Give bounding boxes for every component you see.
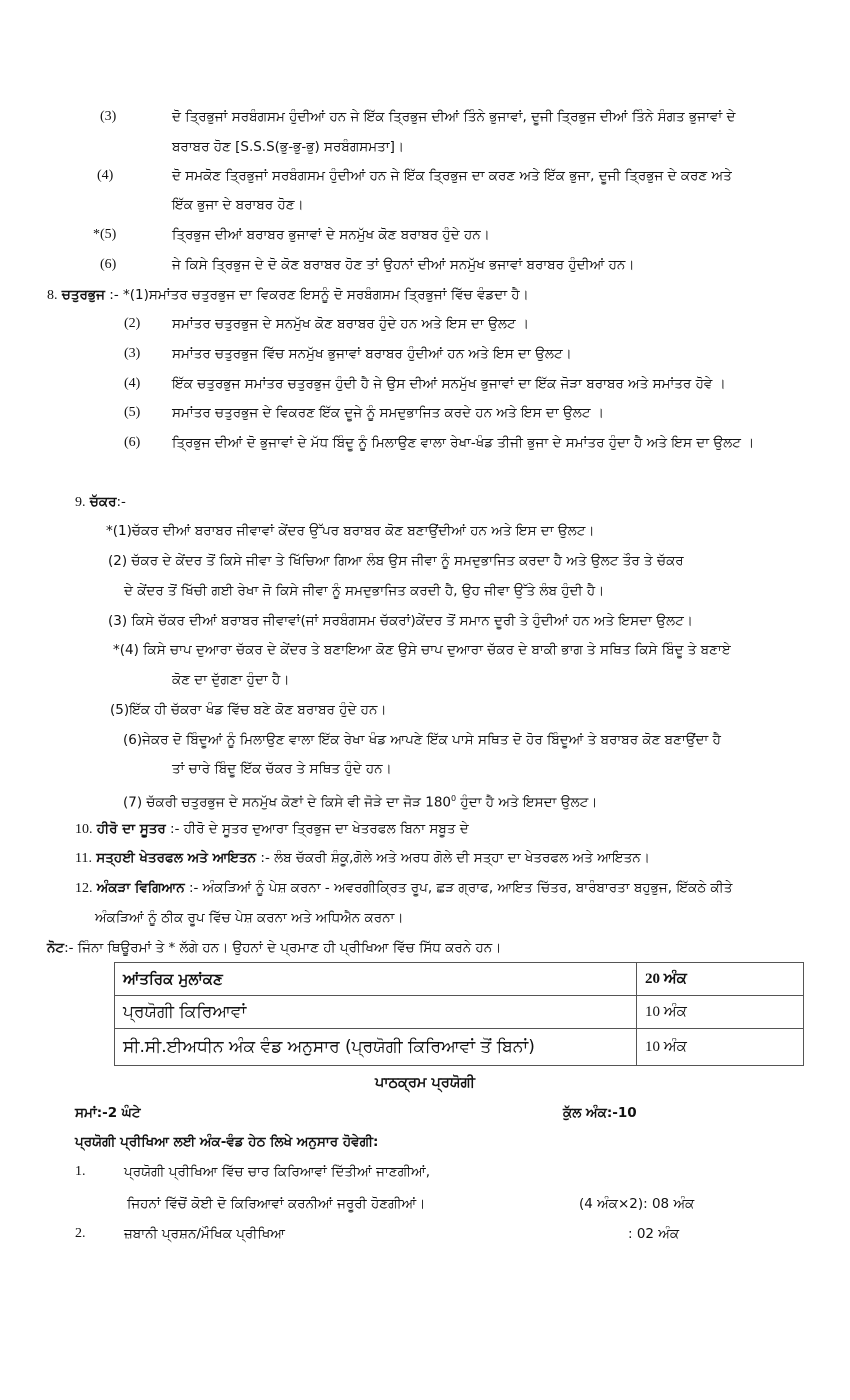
theorem-text-part: ਹੁੰਦਾ ਹੈ ਅਤੇ ਇਸਦਾ ਉਲਟ। bbox=[456, 794, 598, 811]
row-label: ਸੀ.ਸੀ.ਈਅਧੀਨ ਅੰਕ ਵੰਡ ਅਨੁਸਾਰ (ਪ੍ਰਯੋਗੀ ਕਿਰਿਆਵਾਂ ਤੋਂ ਬਿਨਾਂ) bbox=[115, 1029, 637, 1066]
theorem-text: ਸਮਾਂਤਰ ਚਤੁਰਭੁਜ ਦੇ ਸਨਮੁੱਖ ਕੋਣ ਬਰਾਬਰ ਹੁੰਦੇ ਹਨ ਅਤੇ ਇਸ ਦਾ ਉਲਟ । bbox=[172, 316, 530, 332]
theorem-text bbox=[123, 789, 597, 813]
section-text: :- ਅੰਕੜਿਆਂ ਨੂੰ ਪੇਸ਼ ਕਰਨਾ - ਅਵਰਗੀਕ੍ਰਿਤ ਰੂਪ, ਛੜ ਗ੍ਰਾਫ, ਆਇਤ ਚਿੱਤਰ, ਬਾਰੰਬਾਰਤਾ ਬਹੁਭੁਜ, ਇੱਕਠੇ ਕੀਤੇ bbox=[188, 880, 733, 896]
section-number: 8. bbox=[47, 288, 58, 303]
section-title: ਚੱਕਰ bbox=[89, 494, 117, 510]
row-value: 10 ਅੰਕ bbox=[637, 1029, 804, 1066]
theorem-text: *(1)ਚੱਕਰ ਦੀਆਂ ਬਰਾਬਰ ਜੀਵਾਵਾਂ ਕੇਂਦਰ ਉੱਪਰ ਬਰਾਬਰ ਕੋਣ ਬਣਾਉਂਦੀਆਂ ਹਨ ਅਤੇ ਇਸ ਦਾ ਉਲਟ। bbox=[106, 523, 595, 539]
theorem-text: (2) ਚੱਕਰ ਦੇ ਕੇਂਦਰ ਤੋਂ ਕਿਸੇ ਜੀਵਾ ਤੇ ਖਿੱਚਿਆ ਗਿਆ ਲੰਬ ਉਸ ਜੀਵਾ ਨੂੰ ਸਮਦੁਭਾਜਿਤ ਕਰਦਾ ਹੈ ਅਤੇ ਉਲਟ ਤੌਰ ਤੇ ਚੱਕਰ bbox=[108, 553, 684, 569]
practical-item-marks: (4 ਅੰਕ×2): 08 ਅੰਕ bbox=[579, 1196, 695, 1212]
item-number: (4) bbox=[124, 376, 141, 391]
item-number: *(5) bbox=[93, 227, 117, 242]
theorem-text: (6)ਜੇਕਰ ਦੋ ਬਿੰਦੂਆਂ ਨੂੰ ਮਿਲਾਉਣ ਵਾਲਾ ਇੱਕ ਰੇਖਾ ਖੰਡ ਆਪਣੇ ਇੱਕ ਪਾਸੇ ਸਥਿਤ ਦੋ ਹੋਰ ਬਿੰਦੂਆਂ ਤੇ ਬਰਾਬਰ ਕੋਣ ਬਣਾਉਂਦਾ ਹੈ bbox=[123, 732, 721, 748]
note-text: :- ਜਿੰਨਾ ਥਿਊਰਮਾਂ ਤੇ * ਲੱਗੇ ਹਨ। ਉਹਨਾਂ ਦੇ ਪ੍ਰਮਾਣ ਹੀ ਪ੍ਰੀਖਿਆ ਵਿੱਚ ਸਿੱਧ ਕਰਨੇ ਹਨ। bbox=[64, 940, 502, 956]
theorem-text: ਤ੍ਰਿਭੁਜ ਦੀਆਂ ਬਰਾਬਰ ਭੁਜਾਵਾਂ ਦੇ ਸਨਮੁੱਖ ਕੋਣ ਬਰਾਬਰ ਹੁੰਦੇ ਹਨ। bbox=[172, 227, 490, 243]
section-statistics bbox=[75, 878, 732, 899]
practical-heading: ਪਾਠਕ੍ਰਮ ਪ੍ਰਯੋਗੀ bbox=[375, 1075, 475, 1091]
practical-item-text-cont: ਜਿਹਨਾਂ ਵਿੱਚੋਂ ਕੋਈ ਦੋ ਕਿਰਿਆਵਾਂ ਕਰਨੀਆਂ ਜਰੂਰੀ ਹੋਣਗੀਆਂ। bbox=[127, 1196, 426, 1212]
theorem-text: ਦੋ ਸਮਕੋਣ ਤ੍ਰਿਭੁਜਾਂ ਸਰਬੰਗਸਮ ਹੁੰਦੀਆਂ ਹਨ ਜੇ ਇੱਕ ਤ੍ਰਿਭੁਜ ਦਾ ਕਰਣ ਅਤੇ ਇੱਕ ਭੁਜਾ, ਦੂਜੀ ਤ੍ਰਿਭੁਜ ਦੇ ਕਰਣ ਅਤੇ bbox=[172, 168, 732, 184]
marks-distribution-heading: ਪ੍ਰਯੋਗੀ ਪ੍ਰੀਖਿਆ ਲਈ ਅੰਕ-ਵੰਡ ਹੇਠ ਲਿਖੇ ਅਨੁਸਾਰ ਹੋਵੇਗੀ: bbox=[75, 1134, 379, 1150]
theorem-text: ਦੋ ਤ੍ਰਿਭੁਜਾਂ ਸਰਬੰਗਸਮ ਹੁੰਦੀਆਂ ਹਨ ਜੇ ਇੱਕ ਤ੍ਰਿਭੁਜ ਦੀਆਂ ਤਿੰਨੇ ਭੁਜਾਵਾਂ, ਦੂਜੀ ਤ੍ਰਿਭੁਜ ਦੀਆਂ ਤਿੰਨੇ ਸੰਗਤ ਭੁਜਾਵਾਂ ਦੇ bbox=[172, 109, 736, 125]
section-number: 12. bbox=[75, 881, 93, 896]
section-sep: :- bbox=[116, 494, 126, 510]
theorem-text: ਤ੍ਰਿਭੁਜ ਦੀਆਂ ਦੋ ਭੁਜਾਵਾਂ ਦੇ ਮੱਧ ਬਿੰਦੂ ਨੂੰ ਮਿਲਾਉਣ ਵਾਲਾ ਰੇਖਾ-ਖੰਡ ਤੀਜੀ ਭੁਜਾ ਦੇ ਸਮਾਂਤਰ ਹੁੰਦਾ ਹੈ ਅਤੇ ਇਸ ਦਾ ਉਲਟ । bbox=[172, 435, 755, 451]
practical-item-text: ਜ਼ਬਾਨੀ ਪ੍ਰਸ਼ਨ/ਮੌਖਿਕ ਪ੍ਰੀਖਿਆ bbox=[124, 1226, 285, 1242]
time-label: ਸਮਾਂ:-2 ਘੰਟੇ bbox=[75, 1105, 141, 1121]
item-number: 2. bbox=[75, 1226, 86, 1241]
section-number: 11. bbox=[75, 851, 92, 866]
practical-item-marks: : 02 ਅੰਕ bbox=[628, 1226, 680, 1242]
section-title: ਚਤੁਰਭੁਜ bbox=[61, 287, 105, 303]
item-number: (4) bbox=[97, 168, 114, 183]
section-surface-area bbox=[75, 848, 650, 869]
section-heron bbox=[75, 819, 469, 840]
section-title: ਅੰਕੜਾ ਵਿਗਿਆਨ bbox=[96, 880, 185, 896]
section-title: ਸਤ੍ਹਈ ਖੇਤਰਫਲ ਅਤੇ ਆਇਤਨ bbox=[96, 850, 257, 866]
section-text-cont: ਅੰਕੜਿਆਂ ਨੂੰ ਠੀਕ ਰੂਪ ਵਿੱਚ ਪੇਸ਼ ਕਰਨਾ ਅਤੇ ਅਧਿਐਨ ਕਰਨਾ। bbox=[95, 910, 404, 926]
row-value: 10 ਅੰਕ bbox=[637, 996, 804, 1029]
theorem-text-cont: ਕੋਣ ਦਾ ਦੁੱਗਣਾ ਹੁੰਦਾ ਹੈ। bbox=[172, 672, 290, 688]
item-number: (6) bbox=[124, 435, 141, 450]
theorem-text-cont: ਤਾਂ ਚਾਰੇ ਬਿੰਦੂ ਇੱਕ ਚੱਕਰ ਤੇ ਸਥਿਤ ਹੁੰਦੇ ਹਨ। bbox=[172, 761, 392, 777]
degree-superscript: 0 bbox=[451, 794, 457, 803]
theorem-text: ਸਮਾਂਤਰ ਚਤੁਰਭੁਜ ਦੇ ਵਿਕਰਣ ਇੱਕ ਦੂਜੇ ਨੂੰ ਸਮਦੁਭਾਜਿਤ ਕਰਦੇ ਹਨ ਅਤੇ ਇਸ ਦਾ ਉਲਟ । bbox=[172, 405, 604, 421]
section-text: :- ਹੀਰੋ ਦੇ ਸੂਤਰ ਦੁਆਰਾ ਤ੍ਰਿਭੁਜ ਦਾ ਖੇਤਰਫਲ ਬਿਨਾ ਸਬੂਤ ਦੇ bbox=[170, 821, 469, 837]
theorem-text: ਸਮਾਂਤਰ ਚਤੁਰਭੁਜ ਵਿੱਚ ਸਨਮੁੱਖ ਭੁਜਾਵਾਂ ਬਰਾਬਰ ਹੁੰਦੀਆਂ ਹਨ ਅਤੇ ਇਸ ਦਾ ਉਲਟ। bbox=[172, 346, 572, 362]
practical-item-text: ਪ੍ਰਯੋਗੀ ਪ੍ਰੀਖਿਆ ਵਿੱਚ ਚਾਰ ਕਿਰਿਆਵਾਂ ਦਿੱਤੀਆਂ ਜਾਣਗੀਆਂ, bbox=[124, 1164, 431, 1180]
table-row bbox=[115, 1029, 804, 1066]
item-number: (3) bbox=[100, 109, 117, 124]
theorem-text-cont: ਬਰਾਬਰ ਹੋਣ [S.S.S(ਭੁ-ਭੁ-ਭੁ) ਸਰਬੰਗਸਮਤਾ]। bbox=[172, 139, 404, 155]
section-heading-circle bbox=[75, 492, 126, 513]
theorem-text: ਇੱਕ ਚਤੁਰਭੁਜ ਸਮਾਂਤਰ ਚਤੁਰਭੁਜ ਹੁੰਦੀ ਹੈ ਜੇ ਉਸ ਦੀਆਂ ਸਨਮੁੱਖ ਭੁਜਾਵਾਂ ਦਾ ਇੱਕ ਜੋੜਾ ਬਰਾਬਰ ਅਤੇ ਸਮਾਂਤਰ ਹੋਵੇ । bbox=[172, 376, 726, 392]
total-marks-label: ਕੁੱਲ ਅੰਕ:-10 bbox=[563, 1105, 637, 1121]
item-number: (5) bbox=[124, 405, 141, 420]
marks-table bbox=[114, 962, 804, 1066]
item-number: (6) bbox=[100, 257, 117, 272]
section-sep: :- bbox=[109, 287, 119, 303]
item-number: 1. bbox=[75, 1164, 86, 1179]
table-row bbox=[115, 963, 804, 996]
theorem-text: (5)ਇੱਕ ਹੀ ਚੱਕਰਾ ਖੰਡ ਵਿੱਚ ਬਣੇ ਕੋਣ ਬਰਾਬਰ ਹੁੰਦੇ ਹਨ। bbox=[110, 702, 387, 718]
table-row bbox=[115, 996, 804, 1029]
row-label: ਪ੍ਰਯੋਗੀ ਕਿਰਿਆਵਾਂ bbox=[115, 996, 637, 1029]
row-label: ਆਂਤਰਿਕ ਮੁਲਾਂਕਣ bbox=[115, 963, 637, 996]
theorem-text: (3) ਕਿਸੇ ਚੱਕਰ ਦੀਆਂ ਬਰਾਬਰ ਜੀਵਾਵਾਂ(ਜਾਂ ਸਰਬੰਗਸਮ ਚੱਕਰਾਂ)ਕੇਂਦਰ ਤੋਂ ਸਮਾਨ ਦੂਰੀ ਤੇ ਹੁੰਦੀਆਂ ਹਨ ਅਤੇ ਇਸਦਾ ਉਲਟ। bbox=[108, 613, 693, 629]
theorem-text-cont: ਇੱਕ ਭੁਜਾ ਦੇ ਬਰਾਬਰ ਹੋਣ। bbox=[172, 197, 304, 213]
item-number: (2) bbox=[124, 316, 141, 331]
section-heading-quadrilateral bbox=[47, 285, 529, 306]
section-title: ਹੀਰੋ ਦਾ ਸੂਤਰ bbox=[96, 821, 166, 837]
theorem-text: ਜੇ ਕਿਸੇ ਤ੍ਰਿਭੁਜ ਦੇ ਦੋ ਕੋਣ ਬਰਾਬਰ ਹੋਣ ਤਾਂ ਉਹਨਾਂ ਦੀਆਂ ਸਨਮੁੱਖ ਭਜਾਵਾਂ ਬਰਾਬਰ ਹੁੰਦੀਆਂ ਹਨ। bbox=[172, 257, 635, 273]
section-number: 10. bbox=[75, 822, 93, 837]
note-label: ਨੋਟ bbox=[47, 940, 65, 956]
section-text: :- ਲੰਬ ਚੱਕਰੀ ਸ਼ੰਕੂ,ਗੋਲੇ ਅਤੇ ਅਰਧ ਗੋਲੇ ਦੀ ਸਤ੍ਹਾ ਦਾ ਖੇਤਰਫਲ ਅਤੇ ਆਇਤਨ। bbox=[260, 850, 650, 866]
theorem-text-cont: ਦੇ ਕੇਂਦਰ ਤੋਂ ਖਿੱਚੀ ਗਈ ਰੇਖਾ ਜੋ ਕਿਸੇ ਜੀਵਾ ਨੂੰ ਸਮਦੁਭਾਜਿਤ ਕਰਦੀ ਹੈ, ਉਹ ਜੀਵਾ ਉੱਤੇ ਲੰਬ ਹੁੰਦੀ ਹੈ। bbox=[124, 583, 605, 599]
theorem-text-part: (7) ਚੱਕਰੀ ਚਤੁਰਭੁਜ ਦੇ ਸਨਮੁੱਖ ਕੋਣਾਂ ਦੇ ਕਿਸੇ ਵੀ ਜੋੜੇ ਦਾ ਜੋੜ 180 bbox=[123, 794, 452, 811]
item-number: (3) bbox=[124, 346, 141, 361]
section-number: 9. bbox=[75, 495, 86, 510]
theorem-text: *(1)ਸਮਾਂਤਰ ਚਤੁਰਭੁਜ ਦਾ ਵਿਕਰਣ ਇਸਨੂੰ ਦੋ ਸਰਬੰਗਸਮ ਤ੍ਰਿਭੁਜਾਂ ਵਿੱਚ ਵੰਡਦਾ ਹੈ। bbox=[123, 287, 529, 303]
theorem-text: *(4) ਕਿਸੇ ਚਾਪ ਦੁਆਰਾ ਚੱਕਰ ਦੇ ਕੇਂਦਰ ਤੇ ਬਣਾਇਆ ਕੋਣ ਉਸੇ ਚਾਪ ਦੁਆਰਾ ਚੱਕਰ ਦੇ ਬਾਕੀ ਭਾਗ ਤੇ ਸਥਿਤ ਕਿਸੇ ਬਿੰਦੂ ਤੇ ਬਣਾਏ bbox=[113, 642, 731, 658]
row-value: 20 ਅੰਕ bbox=[637, 963, 804, 996]
note bbox=[47, 938, 501, 958]
